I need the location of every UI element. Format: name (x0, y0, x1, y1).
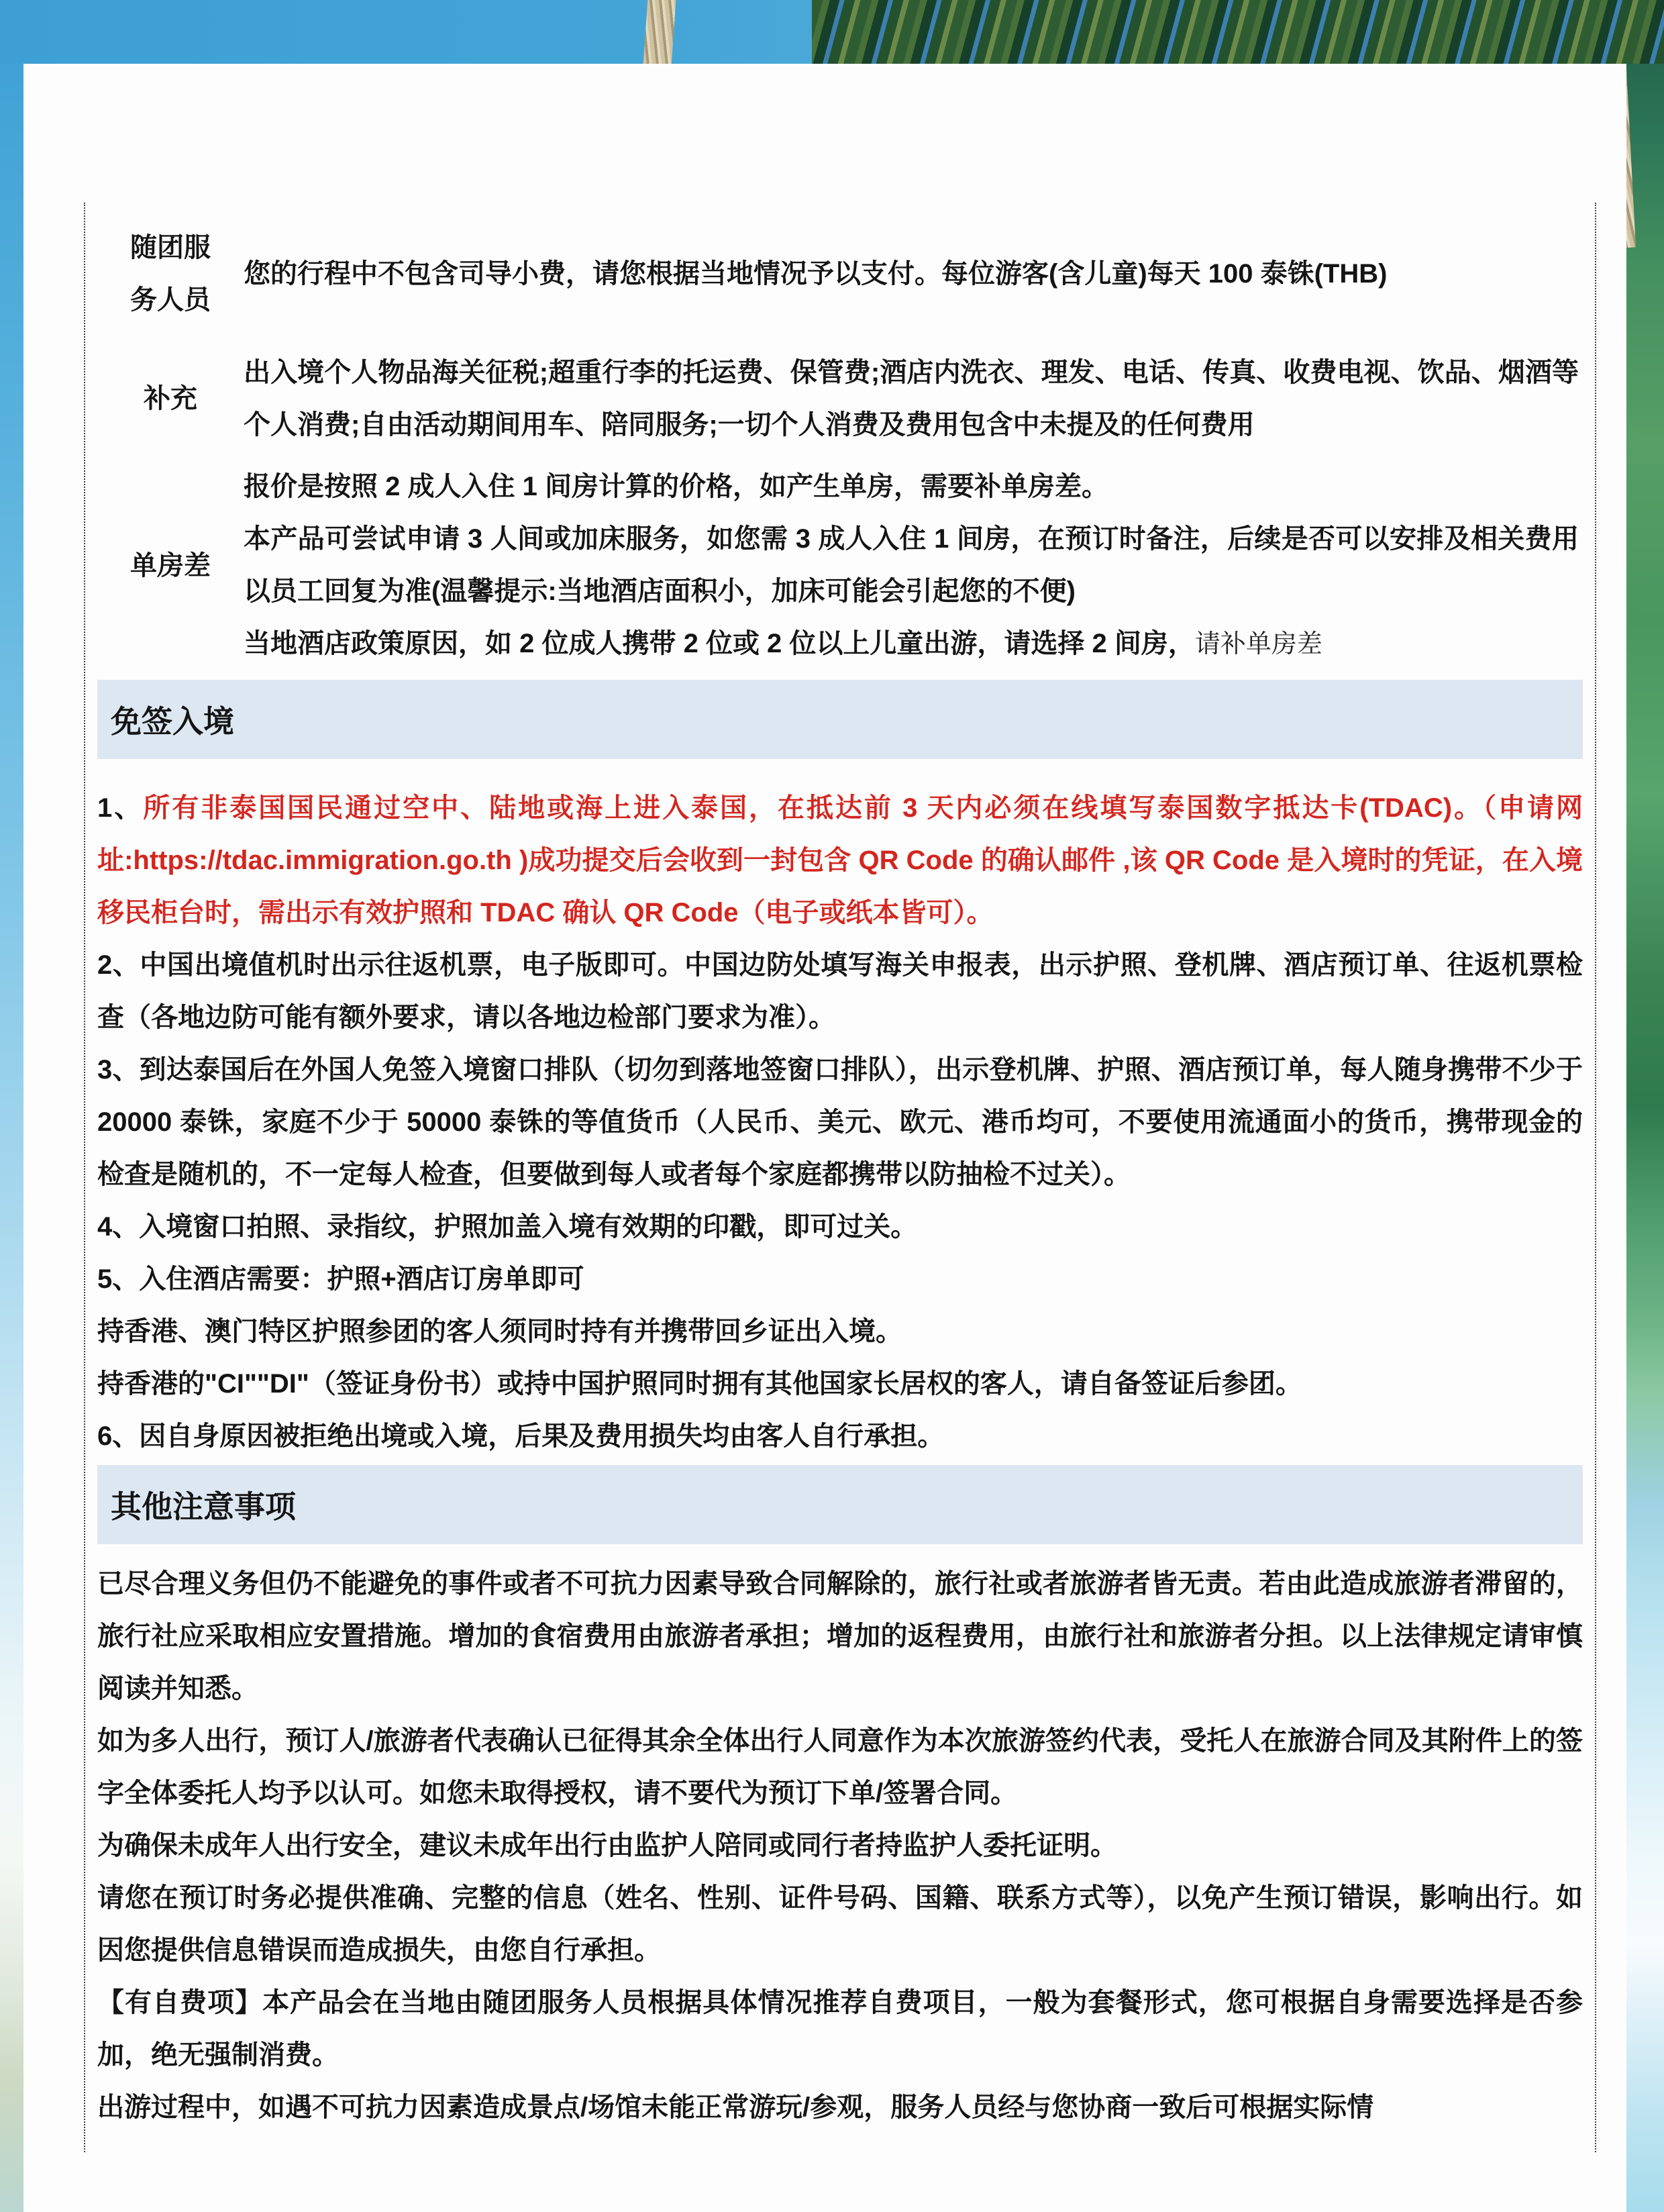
text-run: 报价是按照 2 成人入住 1 间房计算的价格，如产生单房，需要补单房差。 (244, 472, 1108, 501)
row-label (97, 460, 244, 670)
paragraph (97, 1558, 1583, 1715)
text-run: 您的行程中不包含司导小费，请您根据当地情况予以支付。每位游客(含儿童)每天 100 泰铢(THB) (244, 259, 1388, 289)
paragraph (97, 1819, 1583, 1872)
text-run: 本产品可尝试申请 3 人间或加床服务，如您需 3 成人入住 1 间房，在预订时备注，后续是否可以安排及相关费用以员工回复为准(温馨提示:当地酒店面积小，加床可能会引起您的不便) (244, 524, 1579, 606)
paragraph (97, 1715, 1583, 1819)
beach-photo-right-strip (1624, 0, 1664, 2212)
row-label-text: 单房差 (130, 550, 211, 581)
row-label-text: 随团服务人员 (130, 233, 211, 315)
text-run: 持香港、澳门特区护照参团的客人须同时持有并携带回乡证出入境。 (97, 1317, 902, 1346)
paragraph (97, 1044, 1583, 1201)
text-run: 3、到达泰国后在外国人免签入境窗口排队（切勿到落地签窗口排队），出示登机牌、护照、酒店预订单，每人随身携带不少于 20000 泰铢，家庭不少于 50000 泰铢的等值货币（人民币、美元、欧元、港币均可，不要使用流通面小的货币，携带现金的检查是随机的，不一定每人检查，但要做到每人或者每个家庭都携带以防抽检不过关）。 (97, 1055, 1583, 1189)
section-header-text: 免签入境 (111, 704, 234, 739)
text-run: 2、中国出境值机时出示往返机票，电子版即可。中国边防处填写海关申报表，出示护照、登机牌、酒店预订单、往返机票检查（各地边防可能有额外要求，请以各地边检部门要求为准）。 (97, 950, 1583, 1032)
row-content (244, 346, 1583, 451)
text-run: 为确保未成年人出行安全，建议未成年出行由监护人陪同或同行者持监护人委托证明。 (97, 1831, 1117, 1860)
row-content (244, 221, 1583, 326)
paragraph (97, 1201, 1583, 1253)
paragraph (97, 1253, 1583, 1305)
text-run: 1、 (97, 793, 144, 823)
palm-leaves-photo (812, 0, 1664, 64)
paragraph (97, 782, 1583, 939)
text-run: 持香港的"CI""DI"（签证身份书）或持中国护照同时拥有其他国家长居权的客人，请自备签证后参团。 (97, 1369, 1302, 1399)
section-header-text: 其他注意事项 (111, 1489, 296, 1524)
table-row (97, 207, 1583, 341)
paragraph (97, 1305, 1583, 1358)
table-row (97, 341, 1583, 456)
text-run: 已尽合理义务但仍不能避免的事件或者不可抗力因素导致合同解除的，旅行社或者旅游者皆无责。若由此造成旅游者滞留的，旅行社应采取相应安置措施。增加的食宿费用由旅游者承担；增加的返程费用，由旅行社和旅游者分担。以上法律规定请审慎阅读并知悉。 (97, 1569, 1583, 1703)
beach-photo-top-strip (0, 0, 1664, 64)
row-paragraph (244, 460, 1579, 513)
section-header-band (97, 680, 1583, 759)
row-content (244, 460, 1583, 670)
section-paragraphs (97, 1558, 1583, 2133)
hanging-rope-photo (643, 0, 676, 69)
text-run: 4、入境窗口拍照、录指纹，护照加盖入境有效期的印戳，即可过关。 (97, 1212, 918, 1242)
paragraph (97, 1976, 1583, 2081)
document-page (23, 64, 1626, 2212)
section-header-band (97, 1465, 1583, 1544)
row-paragraph (244, 346, 1579, 451)
section-paragraphs (97, 782, 1583, 1462)
paragraph (97, 1358, 1583, 1410)
row-paragraph (244, 248, 1579, 300)
row-label-text: 补充 (144, 384, 197, 413)
info-table (97, 207, 1583, 677)
table-row (97, 456, 1583, 677)
row-label (97, 221, 244, 326)
text-run: 5、入住酒店需要：护照+酒店订房单即可 (97, 1264, 584, 1294)
sections (97, 680, 1583, 2133)
paragraph (97, 1410, 1583, 1462)
paragraph (97, 2081, 1583, 2133)
row-label (97, 346, 244, 451)
text-run: 所有非泰国国民通过空中、陆地或海上进入泰国，在抵达前 3 天内必须在线填写泰国数字抵达卡(TDAC)。（申请网址:https://tdac.immigration.go.th )成功提交后会收到一封包含 QR Code 的确认邮件 ,该 QR Code 是入境时的凭证，在入境移民柜台时，需出示有效护照和 TDAC 确认 QR Code（电子或纸本皆可）。 (97, 793, 1583, 927)
text-run: 出游过程中，如遇不可抗力因素造成景点/场馆未能正常游玩/参观，服务人员经与您协商一致后可根据实际情 (97, 2093, 1374, 2122)
text-run: 请补单房差 (1194, 630, 1322, 658)
content-area (84, 203, 1596, 2152)
text-run: 当地酒店政策原因，如 2 位成人携带 2 位或 2 位以上儿童出游，请选择 2 间房， (244, 629, 1195, 658)
row-paragraph (244, 617, 1579, 670)
paragraph (97, 1872, 1583, 1976)
text-run: 请您在预订时务必提供准确、完整的信息（姓名、性别、证件号码、国籍、联系方式等），以免产生预订错误，影响出行。如因您提供信息错误而造成损失，由您自行承担。 (97, 1883, 1583, 1965)
row-paragraph (244, 513, 1579, 617)
paragraph (97, 939, 1583, 1044)
text-run: 出入境个人物品海关征税;超重行李的托运费、保管费;酒店内洗衣、理发、电话、传真、收费电视、饮品、烟酒等个人消费;自由活动期间用车、陪同服务;一切个人消费及费用包含中未提及的任何费用 (244, 358, 1579, 440)
text-run: 如为多人出行，预订人/旅游者代表确认已征得其余全体出行人同意作为本次旅游签约代表，受托人在旅游合同及其附件上的签字全体委托人均予以认可。如您未取得授权，请不要代为预订下单/签署合同。 (97, 1726, 1583, 1808)
text-run: 6、因自身原因被拒绝出境或入境，后果及费用损失均由客人自行承担。 (97, 1421, 945, 1451)
bottom-spacer (97, 2133, 1583, 2152)
text-run: 【有自费项】本产品会在当地由随团服务人员根据具体情况推荐自费项目，一般为套餐形式，您可根据自身需要选择是否参加，绝无强制消费。 (97, 1988, 1583, 2070)
